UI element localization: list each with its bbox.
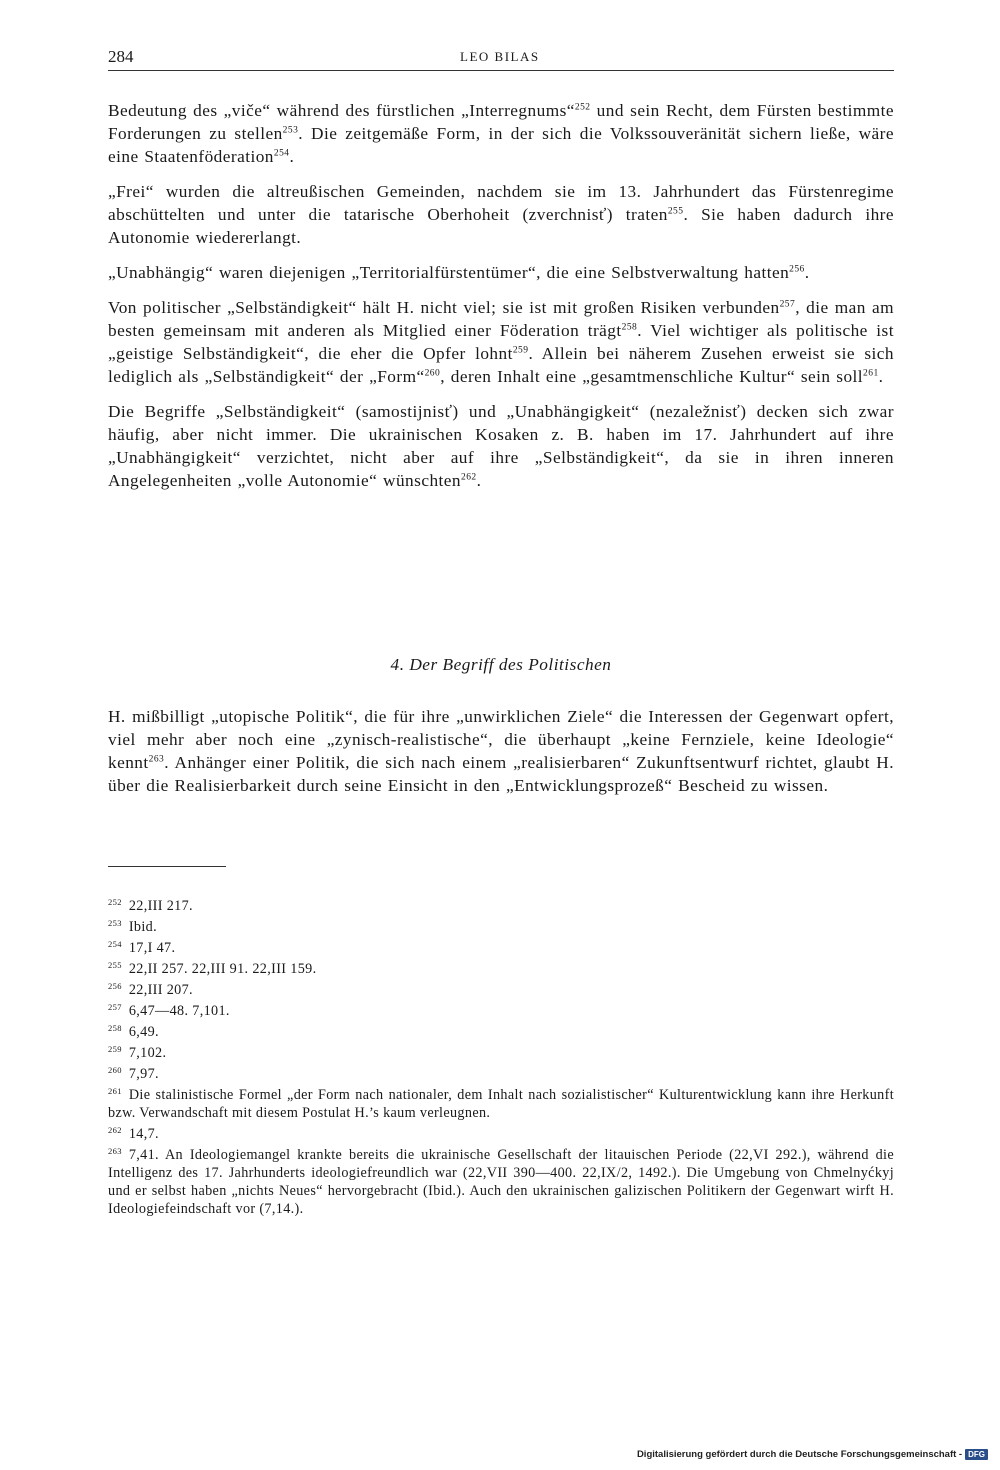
footnote-text: 22,III 217. xyxy=(128,898,193,914)
footnote-ref: 254 xyxy=(273,148,290,159)
footnote xyxy=(108,981,894,999)
footnote-number: 261 xyxy=(108,1085,122,1096)
paragraph-1 xyxy=(108,99,894,168)
footnote xyxy=(108,918,894,936)
footnote-number: 257 xyxy=(108,1001,122,1012)
footnote-text: 22,II 257. 22,III 91. 22,III 159. xyxy=(128,961,317,977)
footnote-text: 17,I 47. xyxy=(128,940,176,956)
footnote-number: 256 xyxy=(108,980,122,991)
footnote-text: 6,49. xyxy=(128,1024,159,1040)
paragraph-3 xyxy=(108,261,894,284)
footnote-ref: 260 xyxy=(424,368,441,379)
footnote-ref: 252 xyxy=(574,102,591,113)
text-run: , die man am besten gemeinsam mit anderen als Mitglied einer Föderation trägt xyxy=(108,298,894,340)
footnote-ref: 257 xyxy=(779,299,796,310)
footnote-number: 252 xyxy=(108,896,122,907)
footnote-number: 255 xyxy=(108,959,122,970)
footnote-text: 7,41. An Ideologiemangel krankte bereits die ukrainische Gesellschaft der litauischen Periode (22,VI 292.), während die Intelligenz des 17. Jahrhunderts ideologiefreundlich war (22,VII 390—400. 22,IX/2, 1492.). Die Umgebung von Chmelnyćkyj und er selbst haben „nichts Neues“ hervorgebracht (Ibid.). Auch den ukrainischen galizischen Politikern der Gegenwart wirft H. Ideologiefeindschaft vor (7,14.). xyxy=(108,1147,894,1217)
footnote-text: 22,III 207. xyxy=(128,982,193,998)
paragraph-5 xyxy=(108,400,894,492)
footnote-text: Ibid. xyxy=(128,919,157,935)
footnote-rule xyxy=(108,866,226,867)
text-run: H. mißbilligt „utopische Politik“, die für ihre „unwirklichen Ziele“ die Interessen der Gegenwart opfert, viel mehr aber noch eine „zynisch-realistische“, die überhaupt „keine Fernziele, keine Ideologie“ kennt xyxy=(108,707,894,772)
running-head: LEO BILAS xyxy=(460,49,540,64)
text-run: „Unabhängig“ waren diejenigen „Territorialfürstentümer“, die eine Selbstverwaltung hatten xyxy=(108,263,790,282)
footnote xyxy=(108,1002,894,1020)
text-run: . xyxy=(476,471,482,490)
footnote-ref: 253 xyxy=(282,125,299,136)
footnote-number: 259 xyxy=(108,1043,122,1054)
footnote-ref: 261 xyxy=(863,368,879,379)
footnote xyxy=(108,1044,894,1062)
text-run: . Allein bei näherem Zusehen erweist sie sich lediglich als „Selbständigkeit“ der „Form“ xyxy=(108,344,895,386)
section-heading: 4. Der Begriff des Politischen xyxy=(390,655,612,674)
text-run: . Viel wichtiger als politische ist „geistige Selbständigkeit“, die eher die Opfer lohnt xyxy=(108,321,894,363)
dfg-logo-icon: DFG xyxy=(965,1449,988,1460)
header-rule xyxy=(108,70,894,71)
footnote xyxy=(108,897,894,915)
footnote-text: 14,7. xyxy=(128,1126,159,1142)
text-run: Bedeutung des „viče“ während des fürstlichen „Interregnums“ xyxy=(108,101,575,120)
footnote xyxy=(108,1125,894,1143)
footnote xyxy=(108,939,894,957)
text-run: . Sie haben dadurch ihre Autonomie wiedererlangt. xyxy=(108,205,894,247)
footnote-ref: 258 xyxy=(621,322,638,333)
footnote-text: 7,97. xyxy=(128,1066,159,1082)
footnote-number: 254 xyxy=(108,938,122,949)
text-run: Von politischer „Selbständigkeit“ hält H. nicht viel; sie ist mit großen Risiken verbunden xyxy=(108,298,780,317)
footnote xyxy=(108,1065,894,1083)
footnote xyxy=(108,1023,894,1041)
text-run: . xyxy=(878,367,884,386)
text-run: „Frei“ wurden die altreußischen Gemeinden, nachdem sie im 13. Jahrhundert das Fürstenregime abschüttelten und unter die tatarische Oberhoheit (zverchnisť) traten xyxy=(108,182,894,224)
footnote-ref: 256 xyxy=(789,264,805,275)
footnote-ref: 259 xyxy=(512,345,529,356)
footnote-text: 7,102. xyxy=(128,1045,167,1061)
footnote-number: 258 xyxy=(108,1022,122,1033)
text-run: . xyxy=(289,147,295,166)
footnote xyxy=(108,960,894,978)
text-run: und sein Recht, dem Fürsten bestimmte Forderungen zu stellen xyxy=(108,101,894,143)
paragraph-2 xyxy=(108,180,894,249)
digitization-footer xyxy=(637,1449,988,1460)
text-run: , deren Inhalt eine „gesamtmenschliche Kultur“ sein soll xyxy=(440,367,864,386)
footnote-ref: 263 xyxy=(148,754,165,765)
footnote-ref: 262 xyxy=(461,472,477,483)
footnote xyxy=(108,1146,894,1218)
footnote xyxy=(108,1086,894,1122)
footer-text: Digitalisierung gefördert durch die Deutsche Forschungsgemeinschaft - xyxy=(636,1449,963,1460)
footnote-ref: 255 xyxy=(667,206,684,217)
paragraph-4 xyxy=(108,296,894,388)
body-text-lower xyxy=(108,705,894,797)
text-run: Die Begriffe „Selbständigkeit“ (samostijnisť) und „Unabhängigkeit“ (nezaležnisť) decken sich zwar häufig, aber nicht immer. Die ukrainischen Kosaken z. B. haben im 17. Jahrhundert auf ihre „Unabhängigkeit“ verzichtet, nicht aber auf ihre „Selbständigkeit“, da sie in ihren inneren Angelegenheiten „volle Autonomie“ wünschten xyxy=(108,402,894,490)
body-text-upper xyxy=(108,99,894,504)
footnote-number: 253 xyxy=(108,917,122,928)
footnote-number: 260 xyxy=(108,1064,122,1075)
text-run: . Die zeitgemäße Form, in der sich die Volkssouveränität sichern ließe, wäre eine Staatenföderation xyxy=(108,124,894,166)
text-run: . Anhänger einer Politik, die sich nach einem „realisierbaren“ Zukunftsentwurf richtet, glaubt H. über die Realisierbarkeit durch seine Einsicht in den „Entwicklungsprozeß“ Bescheid zu wissen. xyxy=(108,753,894,795)
footnote-text: Die stalinistische Formel „der Form nach nationaler, dem Inhalt nach sozialistischer“ Kulturentwicklung kann ihre Herkunft bzw. Verwandschaft mit diesem Postulat H.’s kaum verleugnen. xyxy=(108,1087,894,1121)
paragraph-6 xyxy=(108,705,894,797)
footnotes xyxy=(108,897,894,1221)
footnote-text: 6,47—48. 7,101. xyxy=(128,1003,230,1019)
page-number: 284 xyxy=(108,47,134,66)
text-run: . xyxy=(804,263,810,282)
footnote-number: 262 xyxy=(108,1124,122,1135)
footnote-number: 263 xyxy=(108,1145,122,1156)
